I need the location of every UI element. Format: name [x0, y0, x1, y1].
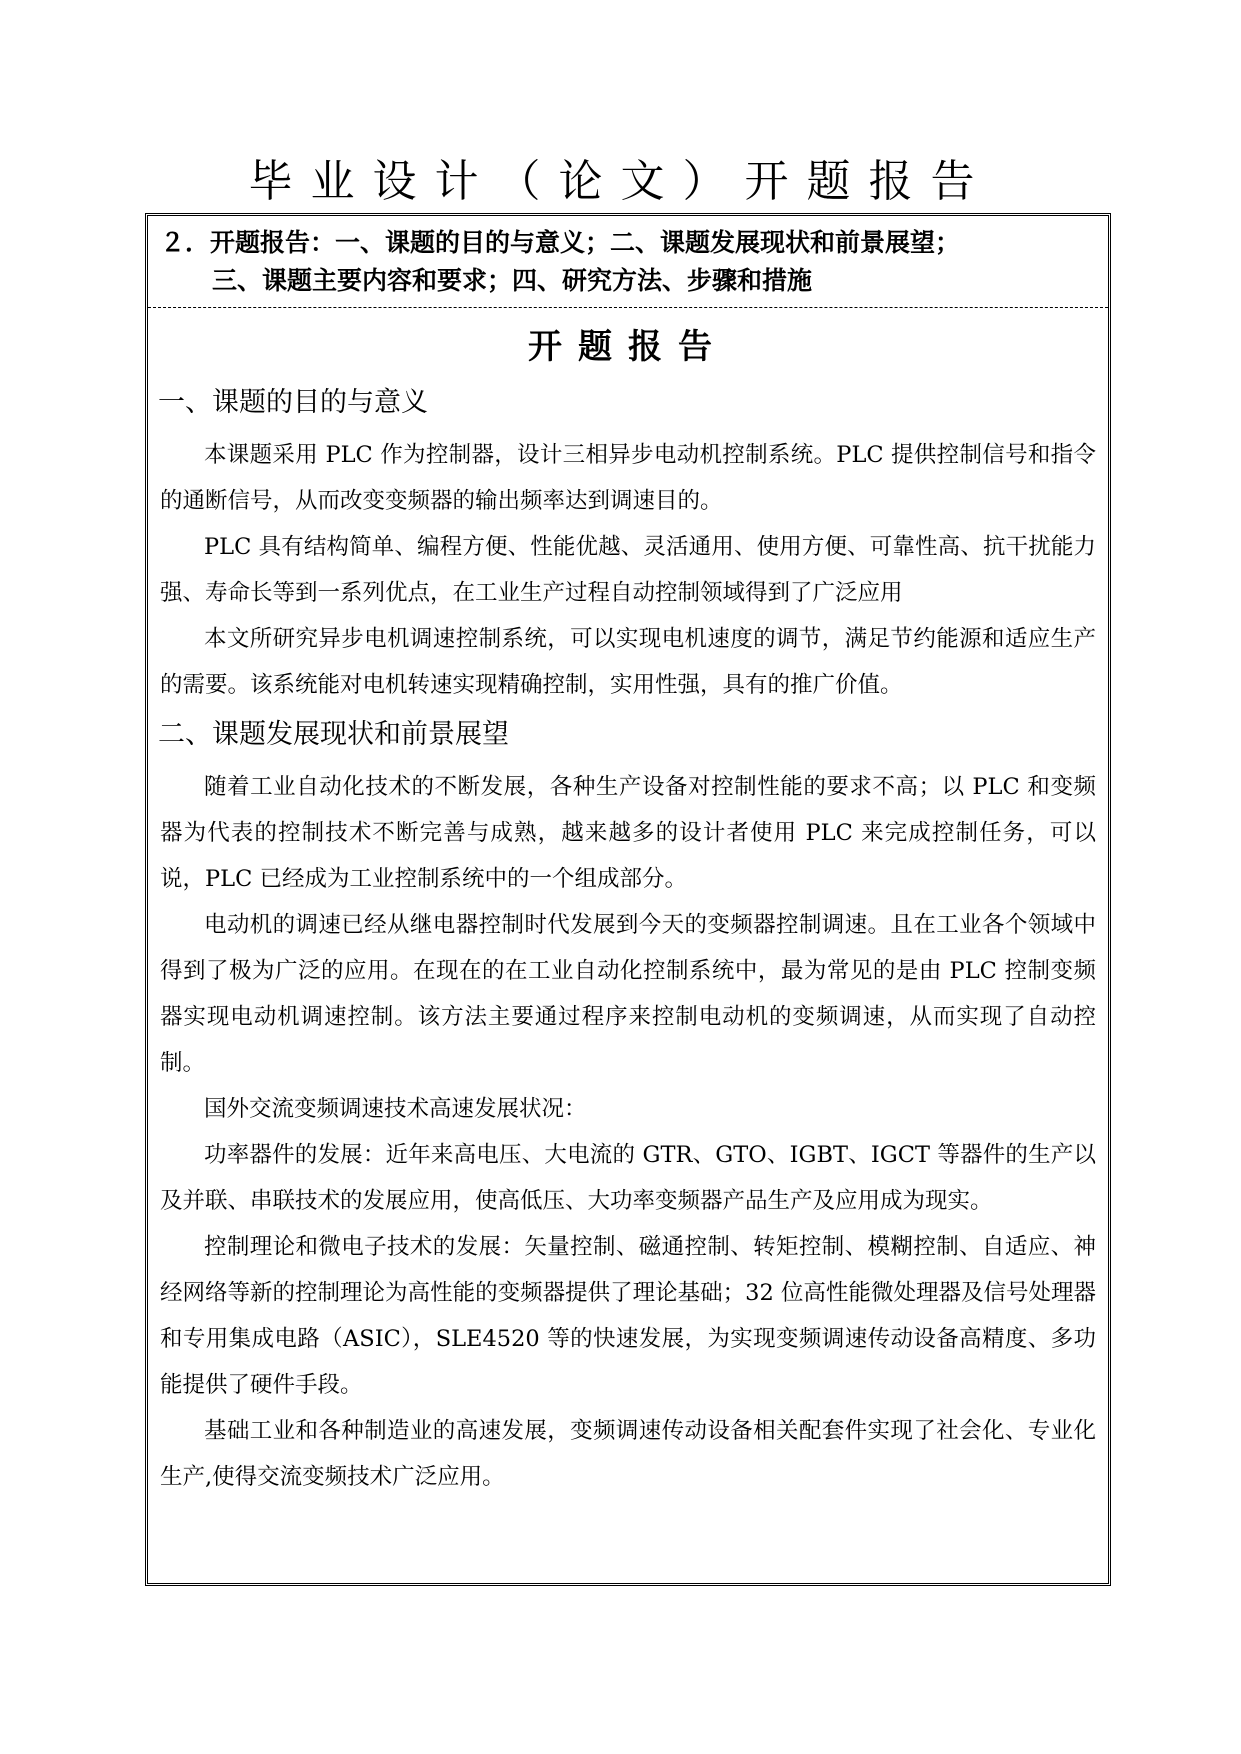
section-heading-purpose: 一、课题的目的与意义 — [158, 387, 428, 418]
paragraph: 本文所研究异步电机调速控制系统，可以实现电机速度的调节，满足节约能源和适应生产的需要。该系统能对电机转速实现精确控制，实用性强，具有的推广价值。 — [160, 626, 1096, 698]
paragraph: 基础工业和各种制造业的高速发展，变频调速传动设备相关配套件实现了社会化、专业化生产,使得交流变频技术广泛应用。 — [160, 1418, 1096, 1490]
section-heading-status: 二、课题发展现状和前景展望 — [158, 719, 509, 750]
section-header — [148, 216, 1108, 308]
report-frame — [145, 213, 1111, 1586]
paragraph: 本课题采用 PLC 作为控制器，设计三相异步电动机控制系统。PLC 提供控制信号和指令的通断信号，从而改变变频器的输出频率达到调速目的。 — [160, 442, 1096, 514]
section-header-line1: ２．开题报告：一、课题的目的与意义；二、课题发展现状和前景展望； — [160, 228, 961, 257]
paragraph: 电动机的调速已经从继电器控制时代发展到今天的变频器控制调速。且在工业各个领域中得到了极为广泛的应用。在现在的在工业自动化控制系统中，最为常见的是由 PLC 控制变频器实现电动机调速控制。该方法主要通过程序来控制电动机的变频调速，从而实现了自动控制。 — [160, 912, 1096, 1076]
paragraph: 功率器件的发展：近年来高电压、大电流的 GTR、GTO、IGBT、IGCT 等器件的生产以及并联、串联技术的发展应用，使高低压、大功率变频器产品生产及应用成为现实。 — [160, 1142, 1096, 1214]
paragraph: 随着工业自动化技术的不断发展，各种生产设备对控制性能的要求不高；以 PLC 和变频器为代表的控制技术不断完善与成熟，越来越多的设计者使用 PLC 来完成控制任务，可以说，PLC 已经成为工业控制系统中的一个组成部分。 — [160, 774, 1096, 892]
section-header-line2: 三、课题主要内容和要求；四、研究方法、步骤和措施 — [212, 266, 813, 295]
report-content — [148, 308, 1108, 1500]
report-title: 开题报告 — [528, 327, 728, 367]
paragraph: PLC 具有结构简单、编程方便、性能优越、灵活通用、使用方便、可靠性高、抗干扰能力强、寿命长等到一系列优点，在工业生产过程自动控制领域得到了广泛应用 — [160, 534, 1096, 606]
paragraph: 国外交流变频调速技术高速发展状况： — [204, 1096, 587, 1122]
document-title: 毕业设计（论文）开题报告 — [248, 156, 993, 207]
paragraph: 控制理论和微电子技术的发展：矢量控制、磁通控制、转矩控制、模糊控制、自适应、神经网络等新的控制理论为高性能的变频器提供了理论基础；32 位高性能微处理器及信号处理器和专用集成电路（ASIC），SLE4520 等的快速发展，为实现变频调速传动设备高精度、多功能提供了硬件手段。 — [160, 1234, 1096, 1398]
